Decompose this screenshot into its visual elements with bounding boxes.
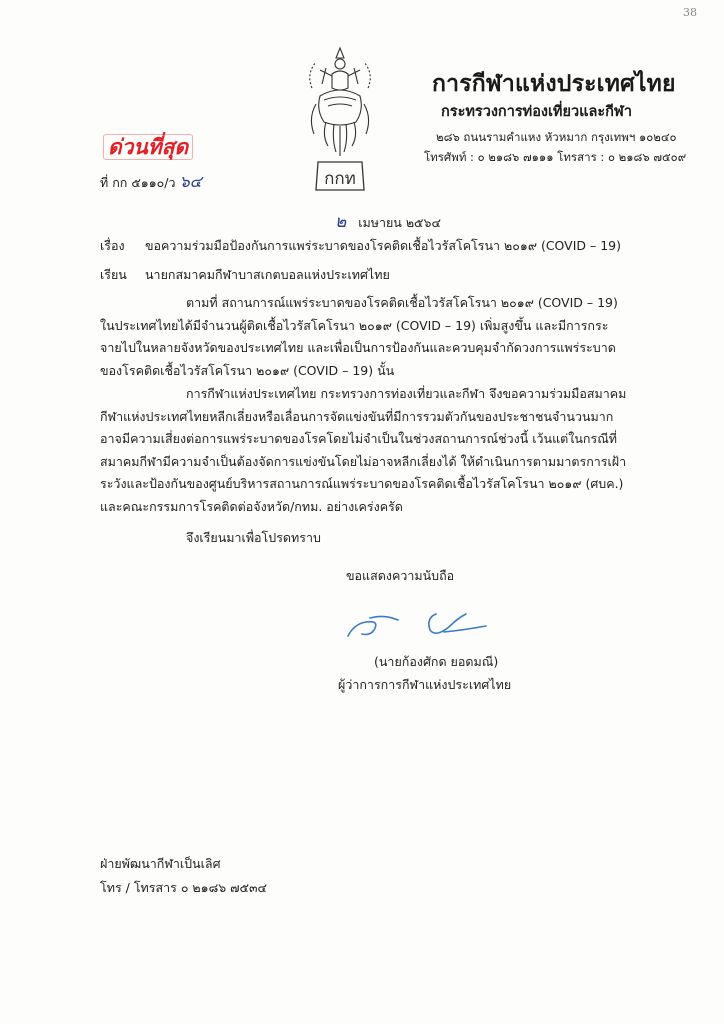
paragraph-text: ตามที่ สถานการณ์แพร่ระบาดของโรคติดเชื้อไวรัสโคโรนา ๒๐๑๙ (COVID – 19) ในประเทศไทยได้มีจำนวนผู้ติดเชื้อไวรัสโคโรนา ๒๐๑๙ (COVID – 19) เพิ่มสูงขึ้น และมีการกระจายไปในหลายจังหวัดของประเทศไทย และเพื่อเป็นการป้องกันและควบคุมจำกัดวงการแพร่ระบาดของโรคติดเชื้อไวรัสโคโรนา ๒๐๑๙ (COVID – 19) นั้น — [100, 295, 618, 378]
org-address: ๒๘๖ ถนนรามคำแหง หัวหมาก กรุงเทพฯ ๑๐๒๔๐ — [436, 130, 677, 144]
signer-title: ผู้ว่าการการกีฬาแห่งประเทศไทย — [338, 677, 512, 692]
date-text: เมษายน ๒๕๖๔ — [358, 215, 441, 230]
document-number — [100, 170, 202, 195]
document-date — [335, 208, 441, 235]
subject-label: เรื่อง — [100, 238, 125, 253]
urgency-stamp: ด่วนที่สุด — [103, 134, 193, 160]
ministry-name: กระทรวงการท่องเที่ยวและกีฬา — [441, 104, 632, 120]
document-number-handwritten: ๖๔ — [179, 172, 202, 191]
emblem-text: กกท — [324, 169, 356, 189]
recipient-text: นายกสมาคมกีฬาบาสเกตบอลแห่งประเทศไทย — [145, 267, 390, 282]
body-paragraph-3 — [100, 527, 630, 550]
body-paragraph-2 — [100, 383, 630, 519]
sat-emblem-logo — [302, 44, 378, 196]
handwritten-signature — [340, 596, 500, 644]
document-number-prefix: ที่ กก ๕๑๑๐/ว — [100, 175, 176, 190]
closing-salutation: ขอแสดงความนับถือ — [346, 568, 455, 583]
body-paragraph-1 — [100, 292, 630, 382]
signer-name: (นายก้องศักด ยอดมณี) — [374, 654, 499, 669]
org-name: การกีฬาแห่งประเทศไทย — [432, 71, 676, 97]
page-number: 38 — [683, 6, 697, 19]
footer-contact: โทร / โทรสาร ๐ ๒๑๘๖ ๗๕๓๔ — [100, 880, 268, 895]
footer-department: ฝ่ายพัฒนากีฬาเป็นเลิศ — [100, 856, 221, 871]
paragraph-text: การกีฬาแห่งประเทศไทย กระทรวงการท่องเที่ยวและกีฬา จึงขอความร่วมมือสมาคมกีฬาแห่งประเทศไทยหลีกเลี่ยงหรือเลื่อนการจัดแข่งขันที่มีการรวมตัวกันของประชาชนจำนวนมาก อาจมีความเสี่ยงต่อการแพร่ระบาดของโรคโดยไม่จำเป็นในช่วงสถานการณ์ช่วงนี้ เว้นแต่ในกรณีที่สมาคมกีฬามีความจำเป็นต้องจัดการแข่งขันโดยไม่อาจหลีกเลี่ยงได้ ให้ดำเนินการตามมาตรการเฝ้าระวังและป้องกันของศูนย์บริหารสถานการณ์แพร่ระบาดของโรคติดเชื้อไวรัสโคโรนา ๒๐๑๙ (ศบค.) และคณะกรรมการโรคติดต่อจังหวัด/กทม. อย่างเคร่งครัด — [100, 386, 627, 514]
recipient-label: เรียน — [100, 267, 127, 282]
subject-text: ขอความร่วมมือป้องกันการแพร่ระบาดของโรคติดเชื้อไวรัสโคโรนา ๒๐๑๙ (COVID – 19) — [145, 238, 622, 253]
paragraph-text: จึงเรียนมาเพื่อโปรดทราบ — [186, 530, 321, 545]
org-phone: โทรศัพท์ : ๐ ๒๑๘๖ ๗๑๑๑ โทรสาร : ๐ ๒๑๘๖ ๗๕๐๙ — [424, 150, 687, 164]
date-handwritten-day: ๒ — [335, 212, 347, 232]
